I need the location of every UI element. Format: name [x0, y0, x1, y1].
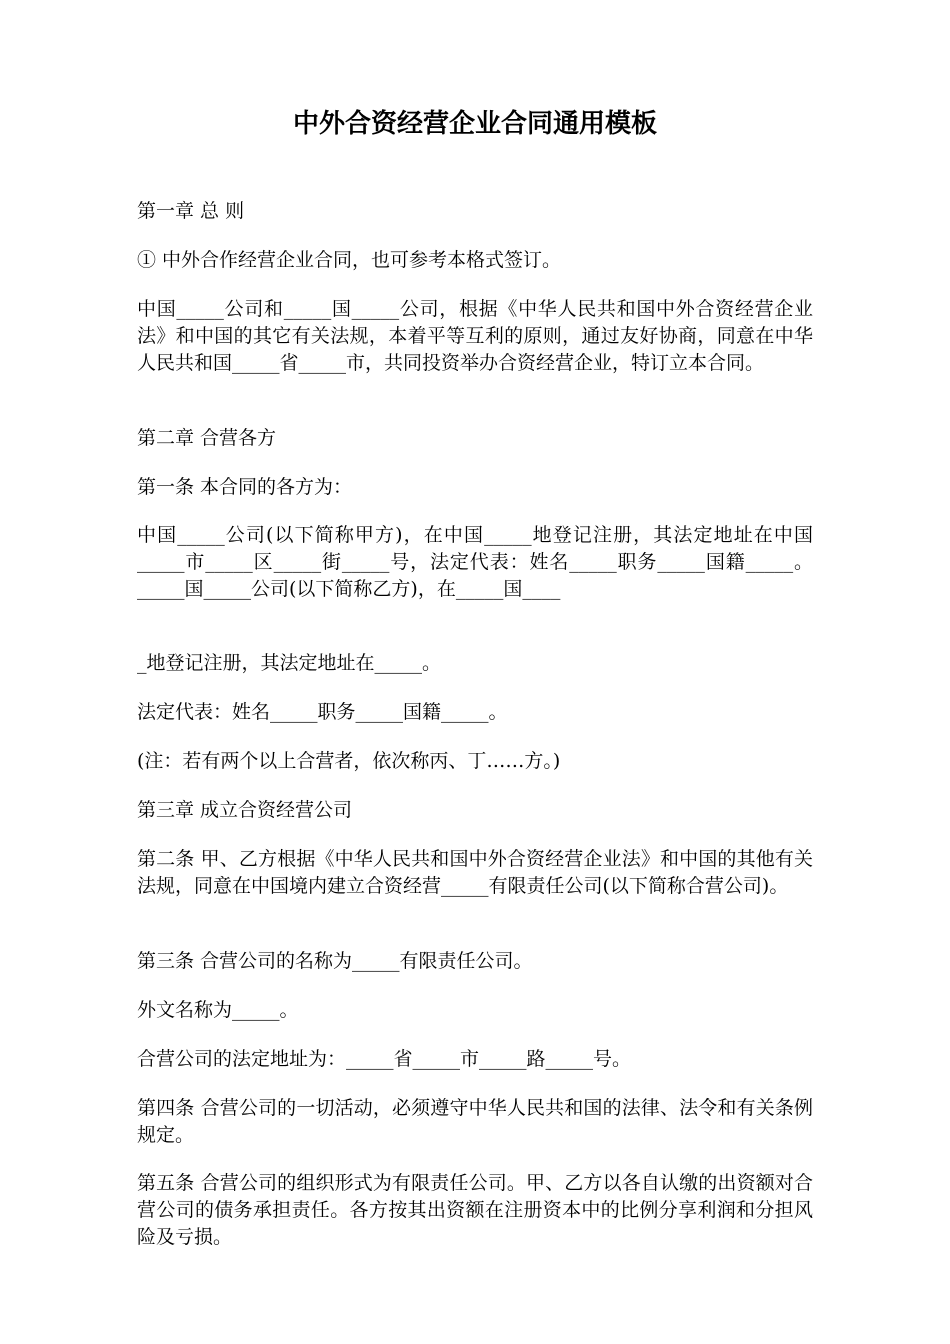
document-title: 中外合资经营企业合同通用模板 [292, 109, 657, 139]
article-5-paragraph: 第五条 合营公司的组织形式为有限责任公司。甲、乙方以各自认缴的出资额对合营公司的债务承担责任。各方按其出资额在注册资本中的比例分享利润和分担风险及亏损。 [137, 1172, 813, 1248]
preamble-paragraph: 中国_____公司和_____国_____公司，根据《中华人民共和国中外合资经营企业法》和中国的其它有关法规，本着平等互利的原则，通过友好协商，同意在中华人民共和国_____省_____市，共同投资举办合资经营企业，特订立本合同。 [137, 298, 813, 374]
party-b-registration-paragraph: _地登记注册，其法定地址在_____。 [137, 652, 442, 674]
chapter-2-heading: 第二章 合营各方 [137, 427, 277, 449]
article-3-paragraph: 第三条 合营公司的名称为_____有限责任公司。 [137, 950, 533, 972]
note-paragraph: ① 中外合作经营企业合同，也可参考本格式签订。 [137, 249, 562, 271]
chapter-3-heading: 第三章 成立合资经营公司 [137, 799, 353, 821]
article-2-paragraph: 第二条 甲、乙方根据《中华人民共和国中外合资经营企业法》和中国的其他有关法规，同意在中国境内建立合资经营_____有限责任公司(以下简称合营公司)。 [137, 848, 813, 897]
article-4-paragraph: 第四条 合营公司的一切活动，必须遵守中华人民共和国的法律、法令和有关条例规定。 [137, 1097, 813, 1146]
multi-party-note: (注：若有两个以上合营者，依次称丙、丁……方。) [137, 750, 561, 772]
party-a-paragraph: 中国_____公司(以下简称甲方)，在中国_____地登记注册，其法定地址在中国_____市_____区_____街_____号，法定代表：姓名_____职务_____国籍_____。_____国_____公司(以下简称乙方)，在_____国____ [137, 524, 813, 600]
legal-address-paragraph: 合营公司的法定地址为：_____省_____市_____路_____号。 [137, 1048, 632, 1070]
chapter-1-heading: 第一章 总 则 [137, 200, 245, 222]
article-1-heading: 第一条 本合同的各方为： [137, 476, 353, 498]
legal-rep-paragraph: 法定代表：姓名_____职务_____国籍_____。 [137, 701, 508, 723]
foreign-name-paragraph: 外文名称为_____。 [137, 999, 299, 1021]
